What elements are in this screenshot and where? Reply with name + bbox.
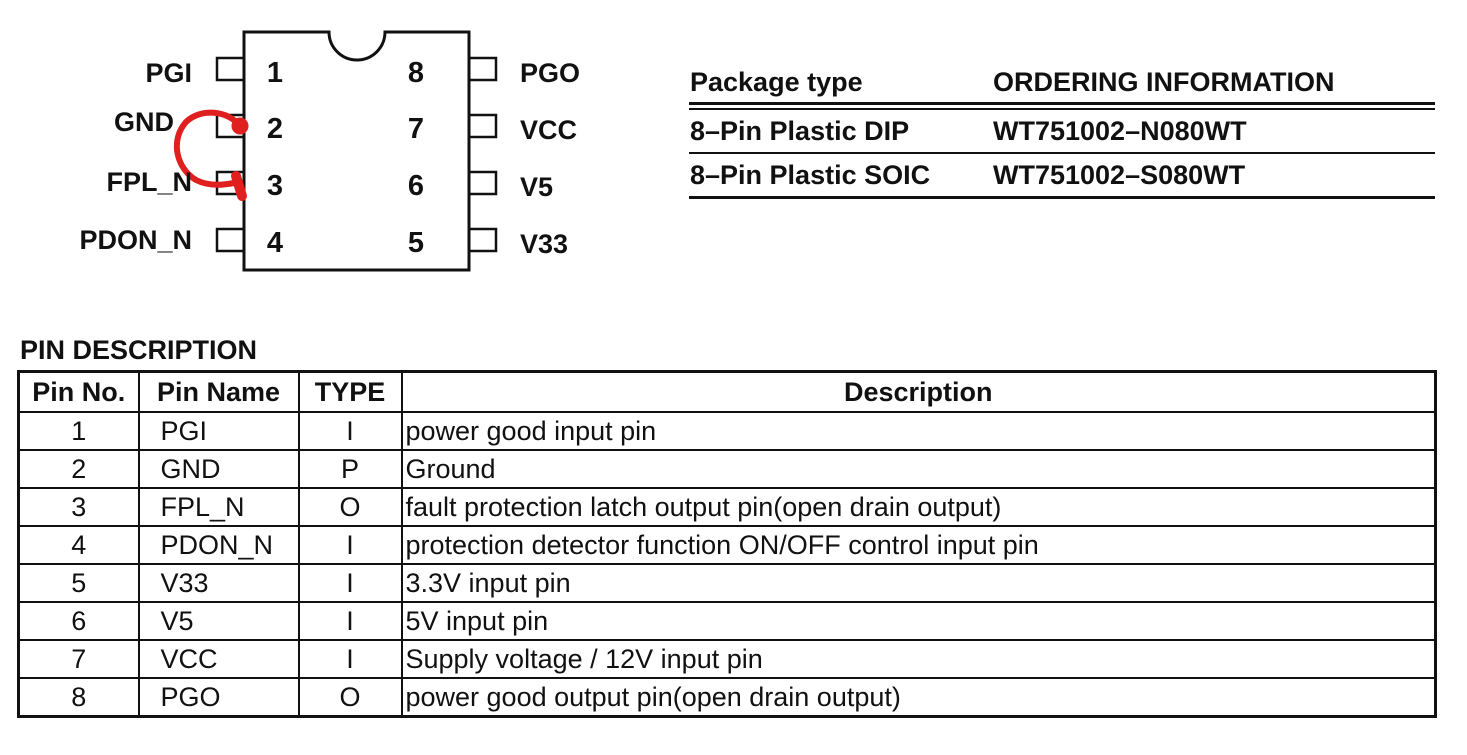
pin-type-cell: I [299,526,402,564]
pin-type-cell: O [299,488,402,526]
pin-description-cell: protection detector function ON/OFF control input pin [402,526,1436,564]
pin-type-cell: I [299,564,402,602]
ordering-table [689,62,1435,199]
pin-type-cell: O [299,678,402,717]
pin-4-number: 4 [266,227,284,259]
pin-7-number: 7 [407,113,425,145]
pin-number-cell: 8 [19,678,139,717]
pin-4-name: PDON_N [79,225,192,255]
table-row [19,564,1436,602]
pin-table-body [19,412,1436,717]
pin-number-cell: 6 [19,602,139,640]
pin-number-cell: 7 [19,640,139,678]
pin-2-number: 2 [266,113,284,145]
pin-8-name: PGO [520,58,581,88]
pin-8-lead [469,58,496,80]
pin-1-name: PGI [145,58,192,88]
pin-name-cell: GND [139,450,299,488]
table-row [19,526,1436,564]
pin-6-name: V5 [520,172,554,202]
pin-name-cell: V5 [139,602,299,640]
pin-name-cell: FPL_N [139,488,299,526]
table-row [19,602,1436,640]
pin-3-number: 3 [266,170,284,202]
pin-1-lead [217,58,244,80]
pin-6-number: 6 [407,170,425,202]
ordering-header-divider [689,102,1435,110]
annotation-dot-pin-2 [232,118,248,134]
ordering-header-info: ORDERING INFORMATION [993,67,1335,97]
pin-name-cell: V33 [139,564,299,602]
pin-description-cell: Supply voltage / 12V input pin [402,640,1436,678]
ordering-row [689,110,1435,152]
ic-package-diagram [0,0,640,300]
pin-name-cell: PDON_N [139,526,299,564]
pin-description-cell: fault protection latch output pin(open drain output) [402,488,1436,526]
pin-description-cell: 5V input pin [402,602,1436,640]
pin-5-name: V33 [520,229,569,259]
header-type: TYPE [299,372,402,413]
pin-type-cell: I [299,640,402,678]
ordering-part-number: WT751002–N080WT [993,115,1247,146]
pin-number-cell: 3 [19,488,139,526]
table-row [19,640,1436,678]
ordering-row [689,154,1435,196]
pin-4-lead [217,229,244,251]
pin-description-table [17,370,1437,718]
pin-name-cell: VCC [139,640,299,678]
table-row [19,450,1436,488]
table-row [19,488,1436,526]
pin-number-cell: 1 [19,412,139,450]
pin-number-cell: 2 [19,450,139,488]
table-row [19,412,1436,450]
pin-description-cell: Ground [402,450,1436,488]
pin-name-cell: PGO [139,678,299,717]
header-pin-name: Pin Name [139,372,299,413]
header-pin-no: Pin No. [19,372,139,413]
ordering-header-package: Package type [690,67,863,97]
pin-description-title: PIN DESCRIPTION [20,335,258,365]
pin-description-cell: power good output pin(open drain output) [402,678,1436,717]
pin-description-cell: 3.3V input pin [402,564,1436,602]
ordering-header-row [689,62,1435,102]
table-row [19,678,1436,717]
pin-8-number: 8 [407,57,425,89]
pin-2-name: GND [114,107,174,137]
ordering-part-number: WT751002–S080WT [993,159,1246,190]
annotation-dot-pin-3 [236,176,242,196]
pin-5-number: 5 [407,227,425,259]
pin-description-cell: power good input pin [402,412,1436,450]
ordering-package-type: 8–Pin Plastic SOIC [690,159,931,190]
ordering-package-type: 8–Pin Plastic DIP [690,115,910,146]
pin-type-cell: I [299,412,402,450]
pin-type-cell: I [299,602,402,640]
pin-type-cell: P [299,450,402,488]
pin-table-header-row [19,372,1436,413]
pin-1-number: 1 [266,57,284,89]
pin-7-lead [469,115,496,137]
pin-3-name: FPL_N [106,167,192,197]
header-description: Description [402,372,1436,413]
pin-number-cell: 4 [19,526,139,564]
pin-number-cell: 5 [19,564,139,602]
pin-name-cell: PGI [139,412,299,450]
pin-6-lead [469,172,496,194]
ordering-bottom-rule [689,196,1435,199]
pin-5-lead [469,229,496,251]
pin-7-name: VCC [520,115,578,145]
